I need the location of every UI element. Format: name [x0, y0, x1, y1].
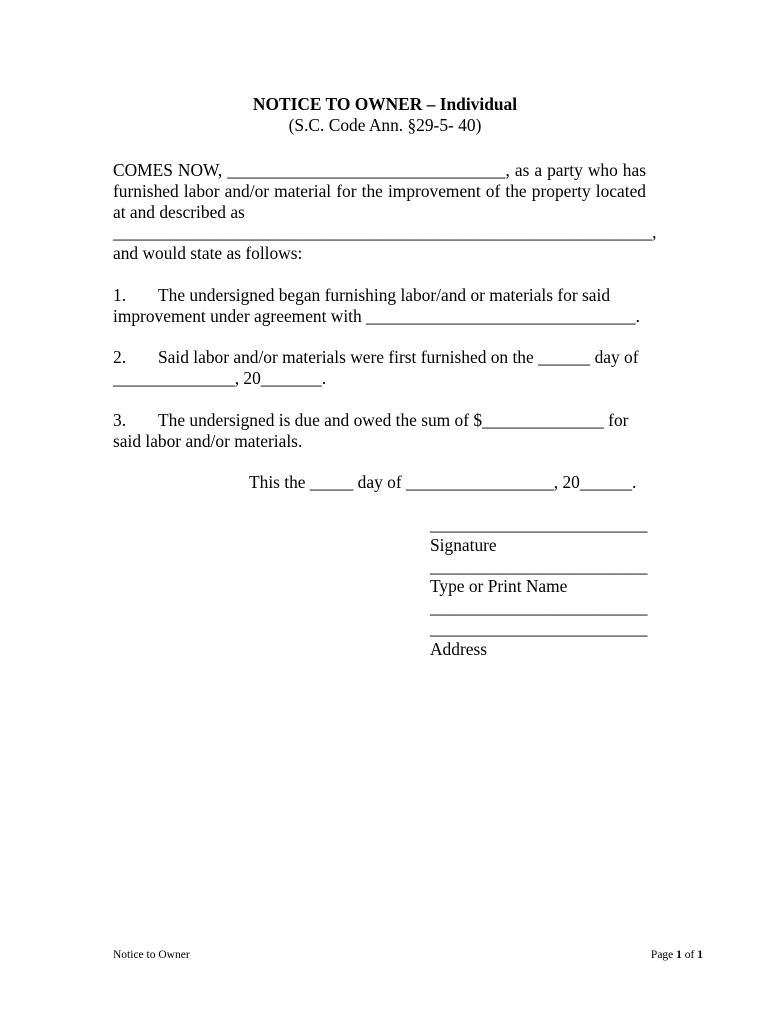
item-3-line-2: said labor and/or materials. [113, 431, 303, 451]
address-label: Address [430, 639, 487, 659]
item-3-line-1 [113, 410, 628, 431]
item-1-line-1 [113, 285, 610, 306]
item-2-line-1 [113, 347, 639, 368]
item-1-line-2: improvement under agreement with _______________________________. [113, 306, 640, 326]
property-description-blank: ______________________________________________________________, [113, 222, 657, 242]
page-total: 1 [697, 949, 703, 961]
name-label: Type or Print Name [430, 576, 568, 596]
item-3-number: 3. [113, 410, 127, 430]
address-line-1: _________________________ [430, 597, 648, 617]
signature-line: _________________________ [430, 514, 648, 534]
name-line: _________________________ [430, 556, 648, 576]
signature-label: Signature [430, 535, 497, 555]
address-line-2: _________________________ [430, 618, 648, 638]
dated-line: This the _____ day of _________________, 20______. [249, 472, 637, 492]
page-current: 1 [676, 949, 682, 961]
document-title: NOTICE TO OWNER – Individual [252, 94, 518, 114]
footer-page-number [651, 948, 703, 962]
item-2-text: Said labor and/or materials were first furnished on the ______ day of [158, 347, 639, 367]
item-3-text: The undersigned is due and owed the sum of $______________ for [158, 410, 629, 430]
page-of: of [681, 949, 698, 961]
intro-line-2: furnished labor and/or material for the improvement of the property located [113, 181, 646, 201]
document-subtitle: (S.C. Code Ann. §29-5- 40) [288, 114, 482, 135]
item-1-text: The undersigned began furnishing labor/and or materials for said [158, 285, 611, 305]
intro-line-3: at and described as [113, 202, 245, 222]
item-1-number: 1. [113, 285, 127, 305]
footer-title: Notice to Owner [113, 949, 190, 961]
item-2-number: 2. [113, 347, 127, 367]
page-prefix: Page [650, 949, 677, 961]
intro-line-5: and would state as follows: [113, 243, 303, 263]
item-2-line-2: ______________, 20_______. [113, 368, 327, 388]
document-title-block [0, 94, 770, 136]
intro-line-1: COMES NOW, ________________________________, as a party who has [113, 160, 646, 180]
